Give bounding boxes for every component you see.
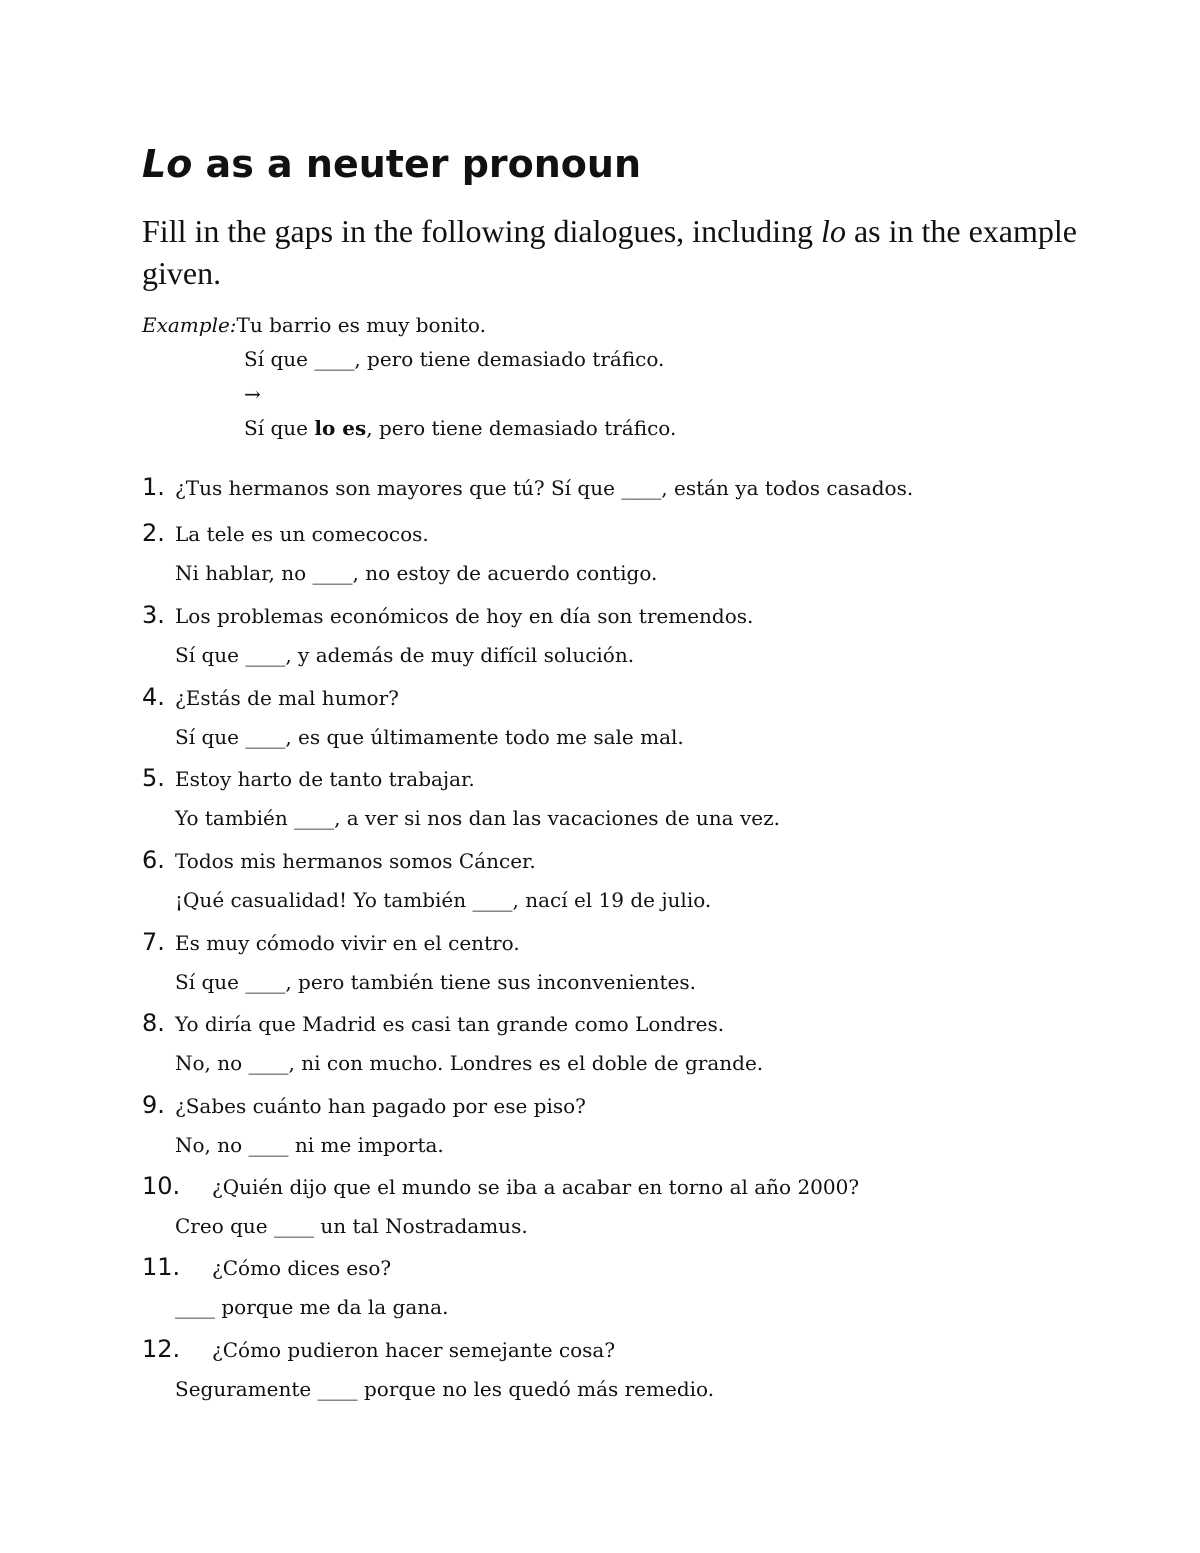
arrow-icon: →: [244, 382, 261, 406]
item-number: 9.: [142, 1091, 165, 1119]
item-response: Sí que ____, pero también tiene sus inconvenientes.: [175, 970, 696, 994]
item-prompt: Es muy cómodo vivir en el centro.: [175, 931, 520, 955]
item-response: Sí que ____, y además de muy difícil solución.: [175, 643, 635, 667]
item-number: 1.: [142, 473, 165, 501]
item-prompt: ¿Cómo pudieron hacer semejante cosa?: [212, 1338, 616, 1362]
instruction-text: Fill in the gaps in the following dialogues, including: [142, 213, 822, 249]
item-prompt: ¿Estás de mal humor?: [175, 686, 399, 710]
item-prompt: Los problemas económicos de hoy en día son tremendos.: [175, 604, 754, 628]
example-answer-pre: Sí que: [244, 416, 315, 440]
title-italic: Lo: [142, 142, 193, 186]
item-response: ____ porque me da la gana.: [175, 1295, 449, 1319]
item-response: Yo también ____, a ver si nos dan las vacaciones de una vez.: [175, 806, 780, 830]
item-prompt: ¿Tus hermanos son mayores que tú? Sí que ____, están ya todos casados.: [175, 476, 914, 500]
item-number: 10.: [142, 1172, 181, 1200]
example-line-1: [142, 312, 486, 338]
item-response: Seguramente ____ porque no les quedó más remedio.: [175, 1377, 715, 1401]
page-title: [142, 142, 641, 186]
item-prompt: Todos mis hermanos somos Cáncer.: [175, 849, 536, 873]
item-number: 2.: [142, 519, 165, 547]
item-number: 12.: [142, 1335, 181, 1363]
item-prompt: ¿Sabes cuánto han pagado por ese piso?: [175, 1094, 586, 1118]
example-line-2: Sí que ____, pero tiene demasiado tráfico.: [244, 347, 665, 371]
example-answer-post: , pero tiene demasiado tráfico.: [366, 416, 677, 440]
item-response: No, no ____ ni me importa.: [175, 1133, 444, 1157]
item-prompt: ¿Quién dijo que el mundo se iba a acabar en torno al año 2000?: [212, 1175, 860, 1199]
item-number: 8.: [142, 1009, 165, 1037]
example-answer-bold: lo es: [314, 416, 367, 440]
instructions: [142, 210, 1082, 294]
instruction-text-end: as in the example given.: [142, 213, 1077, 291]
instruction-italic: lo: [821, 213, 846, 249]
title-rest: as a neuter pronoun: [192, 142, 642, 186]
item-number: 6.: [142, 846, 165, 874]
item-prompt: ¿Cómo dices eso?: [212, 1256, 392, 1280]
example-label: Example:: [142, 313, 237, 337]
item-response: ¡Qué casualidad! Yo también ____, nací el 19 de julio.: [175, 888, 712, 912]
item-response: Creo que ____ un tal Nostradamus.: [175, 1214, 528, 1238]
item-response: Ni hablar, no ____, no estoy de acuerdo contigo.: [175, 561, 658, 585]
item-response: Sí que ____, es que últimamente todo me sale mal.: [175, 725, 684, 749]
item-prompt: La tele es un comecocos.: [175, 522, 429, 546]
item-prompt: Estoy harto de tanto trabajar.: [175, 767, 475, 791]
item-prompt: Yo diría que Madrid es casi tan grande como Londres.: [175, 1012, 725, 1036]
example-prompt: Tu barrio es muy bonito.: [236, 313, 486, 337]
item-response: No, no ____, ni con mucho. Londres es el doble de grande.: [175, 1051, 764, 1075]
item-number: 7.: [142, 928, 165, 956]
item-number: 5.: [142, 764, 165, 792]
item-number: 11.: [142, 1253, 181, 1281]
item-number: 3.: [142, 601, 165, 629]
item-number: 4.: [142, 683, 165, 711]
example-answer: [244, 415, 676, 441]
